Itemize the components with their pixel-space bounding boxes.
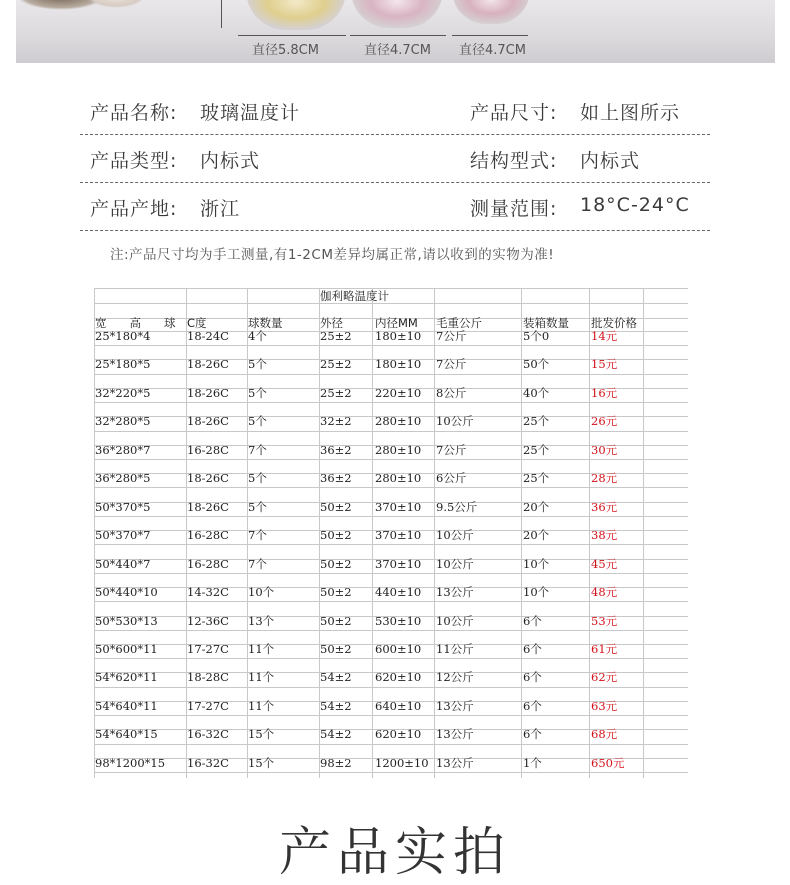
table-cell: 6个: [523, 698, 542, 713]
table-cell: 54±2: [320, 698, 352, 713]
table-cell: 16-28C: [187, 442, 229, 457]
table-cell: 18-26C: [187, 471, 229, 486]
table-header-cell: 外径: [320, 316, 343, 330]
table-cell: 180±10: [375, 329, 422, 343]
thermometer-image: [246, 0, 346, 30]
table-header-cell: 球数量: [248, 316, 283, 330]
table-cell: 50±2: [320, 499, 352, 514]
spec-value: 内标式: [200, 150, 261, 172]
table-cell: 16-32C: [187, 755, 229, 770]
table-cell: 280±10: [375, 414, 422, 429]
table-cell: 10个: [523, 556, 550, 571]
table-price-cell: 53元: [591, 613, 618, 628]
table-cell: 13公斤: [436, 755, 474, 770]
table-cell: 15个: [248, 755, 275, 770]
table-cell: 13公斤: [436, 727, 474, 742]
table-price-cell: 30元: [591, 442, 618, 457]
table-cell: 12-36C: [187, 613, 229, 628]
table-cell: 36*280*5: [95, 471, 151, 486]
table-cell: 7公斤: [436, 357, 467, 372]
table-header-cell: 批发价格: [591, 316, 637, 330]
table-cell: 50*600*11: [95, 641, 158, 656]
table-cell: 370±10: [375, 528, 422, 543]
table-cell: 10个: [523, 585, 550, 600]
table-cell: 25*180*4: [95, 329, 151, 343]
table-cell: 25个: [523, 471, 550, 486]
table-cell: 15个: [248, 727, 275, 742]
table-cell: 530±10: [375, 613, 422, 628]
table-cell: 18-24C: [187, 329, 229, 343]
table-cell: 14-32C: [187, 585, 229, 600]
spec-row: [80, 134, 710, 183]
table-cell: 54*640*15: [95, 727, 158, 742]
table-cell: 13公斤: [436, 698, 474, 713]
table-price-cell: 26元: [591, 414, 618, 429]
table-cell: 280±10: [375, 442, 422, 457]
spec-value: 18°C-24°C: [580, 194, 690, 216]
table-cell: 50*370*5: [95, 499, 151, 514]
table-cell: 6个: [523, 670, 542, 685]
table-cell: 5个: [248, 471, 267, 486]
table-cell: 11公斤: [436, 641, 474, 656]
table-cell: 8公斤: [436, 385, 467, 400]
table-cell: 16-28C: [187, 556, 229, 571]
table-cell: 13公斤: [436, 585, 474, 600]
table-cell: 50*440*10: [95, 585, 158, 600]
table-cell: 36±2: [320, 471, 352, 486]
table-cell: 5个: [248, 385, 267, 400]
table-cell: 7个: [248, 528, 267, 543]
dimension-label: 直径4.7CM: [364, 43, 431, 58]
price-table: [94, 288, 688, 778]
table-cell: 32*220*5: [95, 385, 151, 400]
table-cell: 50*440*7: [95, 556, 151, 571]
spec-value: 浙江: [200, 198, 241, 220]
spec-value: 玻璃温度计: [200, 102, 301, 124]
spec-label: 结构型式:: [470, 150, 558, 172]
table-price-cell: 38元: [591, 528, 618, 543]
table-header-cell: 内径MM: [375, 316, 418, 330]
table-cell: 280±10: [375, 471, 422, 486]
table-cell: 54*640*11: [95, 698, 158, 713]
table-price-cell: 36元: [591, 499, 618, 514]
table-cell: 6个: [523, 641, 542, 656]
spec-value: 如上图所示: [580, 102, 681, 124]
table-cell: 25±2: [320, 385, 352, 400]
table-price-cell: 15元: [591, 357, 618, 372]
table-cell: 18-26C: [187, 357, 229, 372]
table-cell: 4个: [248, 329, 267, 343]
thermometer-image: [452, 0, 530, 24]
table-cell: 13个: [248, 613, 275, 628]
table-cell: 7个: [248, 442, 267, 457]
spec-label: 产品产地:: [90, 198, 178, 220]
table-cell: 18-26C: [187, 499, 229, 514]
table-cell: 18-26C: [187, 385, 229, 400]
table-header-cell: 装箱数量: [523, 316, 569, 330]
product-photo: [16, 0, 775, 63]
table-cell: 370±10: [375, 556, 422, 571]
spec-label: 测量范围:: [470, 198, 558, 220]
table-cell: 11个: [248, 641, 275, 656]
table-cell: 32±2: [320, 414, 352, 429]
table-cell: 25±2: [320, 329, 352, 343]
table-cell: 25±2: [320, 357, 352, 372]
thermometer-image: [351, 0, 443, 28]
table-cell: 370±10: [375, 499, 422, 514]
table-price-cell: 68元: [591, 727, 618, 742]
table-price-cell: 48元: [591, 585, 618, 600]
table-cell: 5个0: [523, 329, 550, 343]
table-cell: 7公斤: [436, 329, 467, 343]
table-cell: 50±2: [320, 556, 352, 571]
table-cell: 50±2: [320, 641, 352, 656]
table-cell: 25个: [523, 414, 550, 429]
dimension-label: 直径5.8CM: [252, 43, 319, 58]
table-cell: 17-27C: [187, 698, 229, 713]
decor-flower: [86, 0, 146, 8]
spec-label: 产品类型:: [90, 150, 178, 172]
spec-label: 产品尺寸:: [470, 102, 558, 124]
table-cell: 6个: [523, 727, 542, 742]
table-price-cell: 14元: [591, 329, 618, 343]
table-cell: 25*180*5: [95, 357, 151, 372]
table-header-cell: 宽 高 球: [95, 316, 176, 330]
table-price-cell: 28元: [591, 471, 618, 486]
table-cell: 98*1200*15: [95, 755, 166, 770]
table-cell: 7个: [248, 556, 267, 571]
table-cell: 7公斤: [436, 442, 467, 457]
table-cell: 16-28C: [187, 528, 229, 543]
table-cell: 25个: [523, 442, 550, 457]
table-cell: 20个: [523, 528, 550, 543]
table-cell: 10公斤: [436, 556, 474, 571]
table-price-cell: 45元: [591, 556, 618, 571]
table-cell: 16-32C: [187, 727, 229, 742]
table-cell: 18-28C: [187, 670, 229, 685]
size-note: 注:产品尺寸均为手工测量,有1-2CM差异均属正常,请以收到的实物为准!: [110, 247, 555, 263]
table-cell: 5个: [248, 414, 267, 429]
table-cell: 50个: [523, 357, 550, 372]
spec-value: 内标式: [580, 150, 641, 172]
table-cell: 600±10: [375, 641, 422, 656]
table-cell: 50±2: [320, 613, 352, 628]
table-cell: 18-26C: [187, 414, 229, 429]
table-cell: 1200±10: [375, 755, 429, 770]
table-cell: 40个: [523, 385, 550, 400]
table-cell: 12公斤: [436, 670, 474, 685]
table-cell: 36*280*7: [95, 442, 151, 457]
table-cell: 10公斤: [436, 613, 474, 628]
table-cell: 9.5公斤: [436, 499, 478, 514]
spec-row: [80, 86, 710, 135]
table-cell: 32*280*5: [95, 414, 151, 429]
table-cell: 620±10: [375, 670, 422, 685]
table-price-cell: 650元: [591, 755, 625, 770]
table-cell: 98±2: [320, 755, 352, 770]
table-cell: 1个: [523, 755, 542, 770]
table-cell: 50*530*13: [95, 613, 158, 628]
table-cell: 640±10: [375, 698, 422, 713]
table-cell: 17-27C: [187, 641, 229, 656]
table-cell: 6个: [523, 613, 542, 628]
table-cell: 180±10: [375, 357, 422, 372]
spec-row: [80, 182, 710, 231]
table-cell: 220±10: [375, 385, 422, 400]
table-cell: 50±2: [320, 585, 352, 600]
section-heading: 产品实拍: [278, 823, 511, 883]
table-cell: 50±2: [320, 528, 352, 543]
table-title: 伽利略温度计: [320, 289, 389, 303]
table-cell: 20个: [523, 499, 550, 514]
table-cell: 5个: [248, 499, 267, 514]
table-cell: 11个: [248, 670, 275, 685]
table-cell: 50*370*7: [95, 528, 151, 543]
table-cell: 54±2: [320, 727, 352, 742]
table-cell: 10公斤: [436, 528, 474, 543]
table-cell: 36±2: [320, 442, 352, 457]
table-cell: 54*620*11: [95, 670, 158, 685]
table-cell: 10个: [248, 585, 275, 600]
table-cell: 11个: [248, 698, 275, 713]
table-cell: 620±10: [375, 727, 422, 742]
table-cell: 54±2: [320, 670, 352, 685]
table-cell: 5个: [248, 357, 267, 372]
spec-label: 产品名称:: [90, 102, 178, 124]
table-price-cell: 61元: [591, 641, 618, 656]
table-header-cell: 毛重公斤: [436, 316, 482, 330]
dimension-label: 直径4.7CM: [459, 43, 526, 58]
table-cell: 10公斤: [436, 414, 474, 429]
table-cell: 440±10: [375, 585, 422, 600]
table-price-cell: 63元: [591, 698, 618, 713]
table-cell: 6公斤: [436, 471, 467, 486]
table-price-cell: 16元: [591, 385, 618, 400]
table-header-cell: C度: [187, 316, 207, 330]
table-price-cell: 62元: [591, 670, 618, 685]
